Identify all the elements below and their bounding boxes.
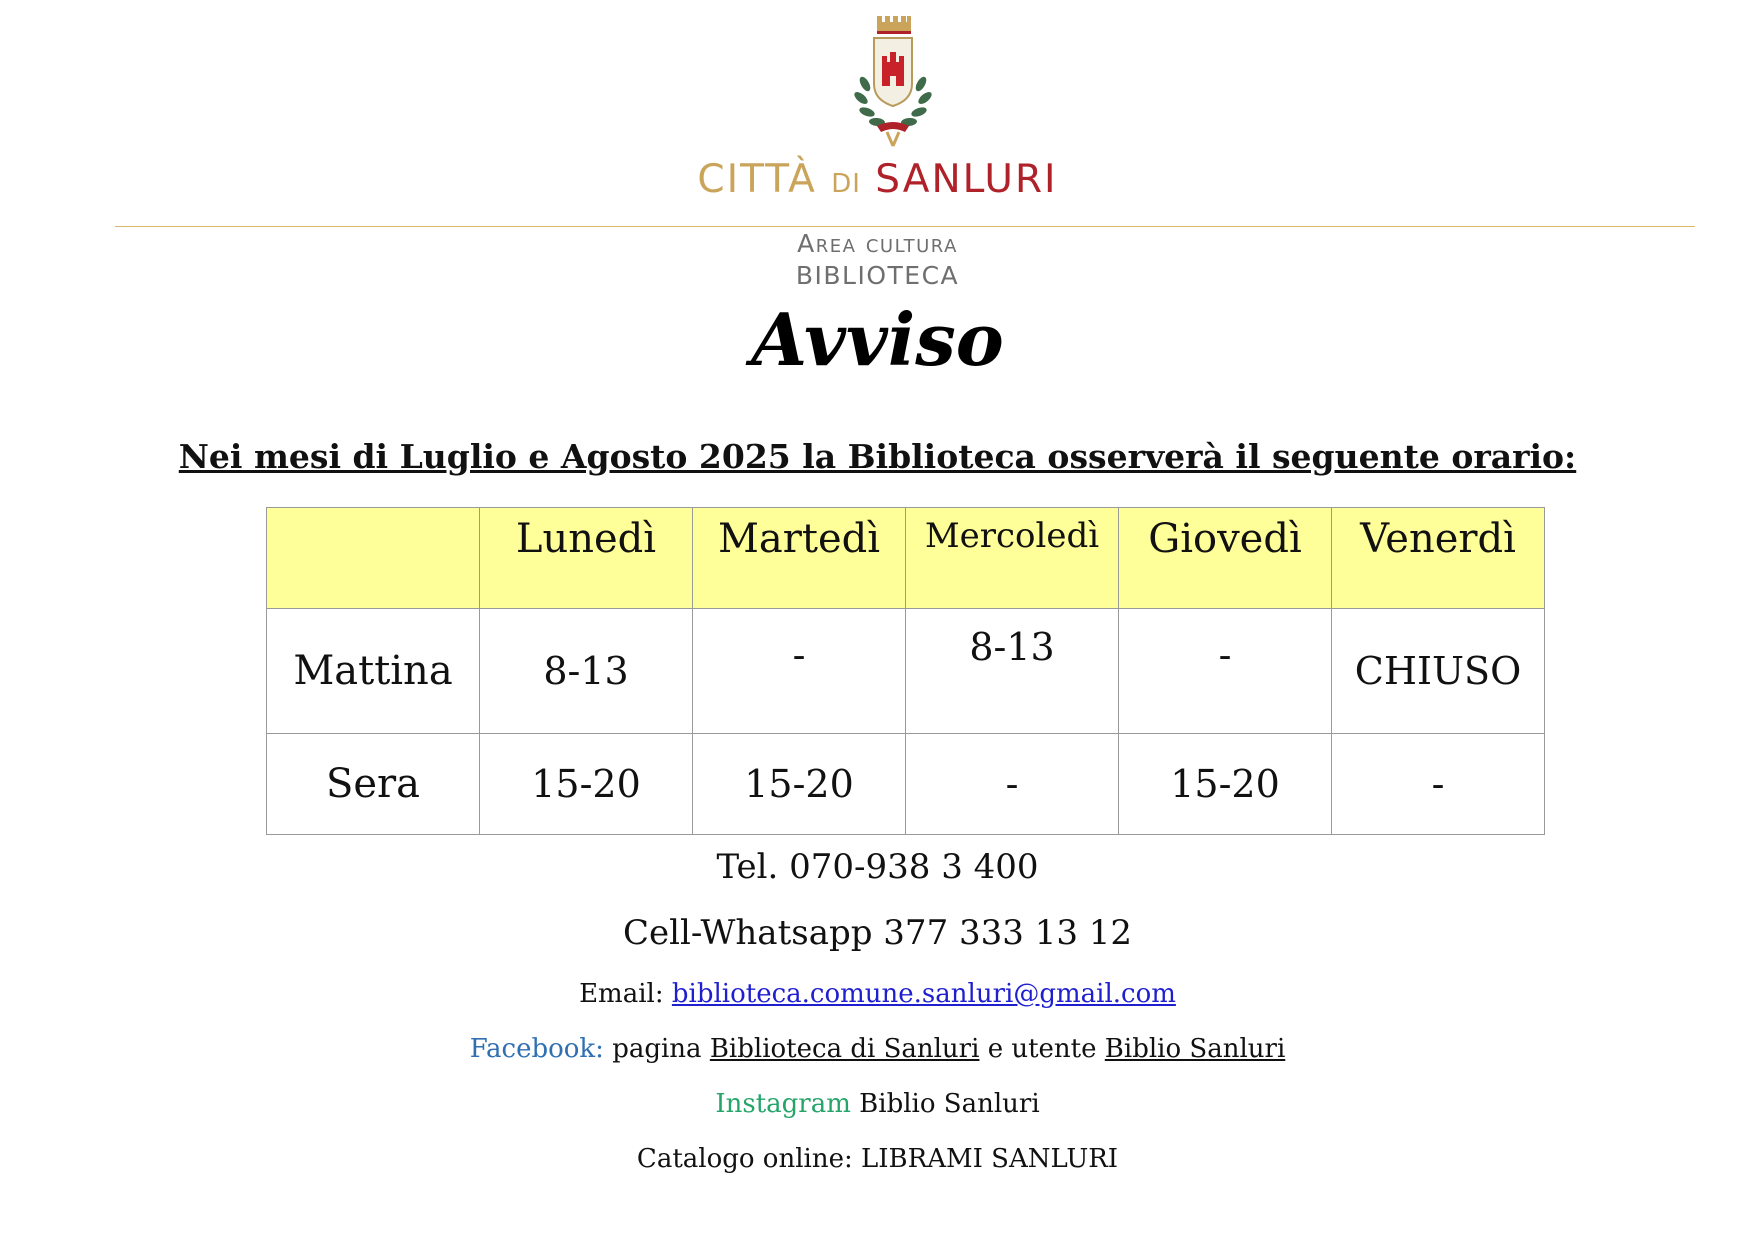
- table-row: [267, 734, 1545, 835]
- day-header: Martedì: [693, 508, 906, 609]
- facebook-text-2: e utente: [987, 1034, 1097, 1064]
- time-cell: 8-13: [906, 609, 1119, 734]
- contacts-section: [0, 845, 1755, 1197]
- catalog-name: LIBRAMI SANLURI: [860, 1144, 1119, 1174]
- shield-icon: [874, 38, 912, 106]
- email-line: [0, 977, 1755, 1011]
- facebook-text-1: pagina: [612, 1034, 702, 1064]
- time-cell: 15-20: [693, 734, 906, 835]
- time-cell: 15-20: [480, 734, 693, 835]
- day-header: Giovedì: [1119, 508, 1332, 609]
- day-header: Mercoledì: [906, 508, 1119, 609]
- time-cell: 8-13: [480, 609, 693, 734]
- city-crest-logo: [847, 14, 939, 150]
- city-name: [0, 155, 1755, 209]
- table-row: [267, 609, 1545, 734]
- crown-icon: [877, 16, 911, 34]
- whatsapp-number: Cell-Whatsapp 377 333 13 12: [622, 913, 1133, 953]
- instagram-user: Biblio Sanluri: [859, 1089, 1040, 1119]
- instagram-label: Instagram: [715, 1089, 851, 1119]
- phone-number: Tel. 070-938 3 400: [716, 847, 1039, 887]
- day-header: Venerdì: [1332, 508, 1545, 609]
- area-label: Area cultura: [797, 229, 958, 258]
- day-header: Lunedì: [480, 508, 693, 609]
- department-label: BIBLIOTECA: [795, 261, 960, 290]
- time-cell: -: [906, 734, 1119, 835]
- city-prefix: CITTÀ: [697, 157, 817, 202]
- ribbon-icon: [877, 122, 909, 146]
- time-cell: 15-20: [1119, 734, 1332, 835]
- schedule-table: [266, 507, 1545, 835]
- time-cell: -: [1119, 609, 1332, 734]
- row-label: Mattina: [267, 609, 480, 734]
- table-header-row: [267, 508, 1545, 609]
- department-header: [0, 228, 1755, 292]
- header-divider: [115, 226, 1695, 227]
- page-title: Avviso: [751, 297, 1004, 382]
- facebook-page-link[interactable]: Biblioteca di Sanluri: [709, 1034, 980, 1064]
- time-cell: -: [693, 609, 906, 734]
- intro-text: Nei mesi di Luglio e Agosto 2025 la Biblioteca osserverà il seguente orario:: [178, 437, 1577, 476]
- time-cell: -: [1332, 734, 1545, 835]
- facebook-line: [0, 1032, 1755, 1066]
- row-label: Sera: [267, 734, 480, 835]
- city-sanluri: SANLURI: [875, 157, 1058, 202]
- table-corner-cell: [267, 508, 480, 609]
- instagram-line: [0, 1087, 1755, 1121]
- email-label: Email:: [579, 979, 664, 1009]
- time-cell: CHIUSO: [1332, 609, 1545, 734]
- catalog-line: [0, 1142, 1755, 1176]
- catalog-label: Catalogo online:: [636, 1144, 853, 1174]
- city-di: DI: [831, 169, 861, 199]
- facebook-user-link[interactable]: Biblio Sanluri: [1104, 1034, 1286, 1064]
- facebook-label: Facebook:: [469, 1034, 604, 1064]
- email-link[interactable]: biblioteca.comune.sanluri@gmail.com: [671, 979, 1176, 1009]
